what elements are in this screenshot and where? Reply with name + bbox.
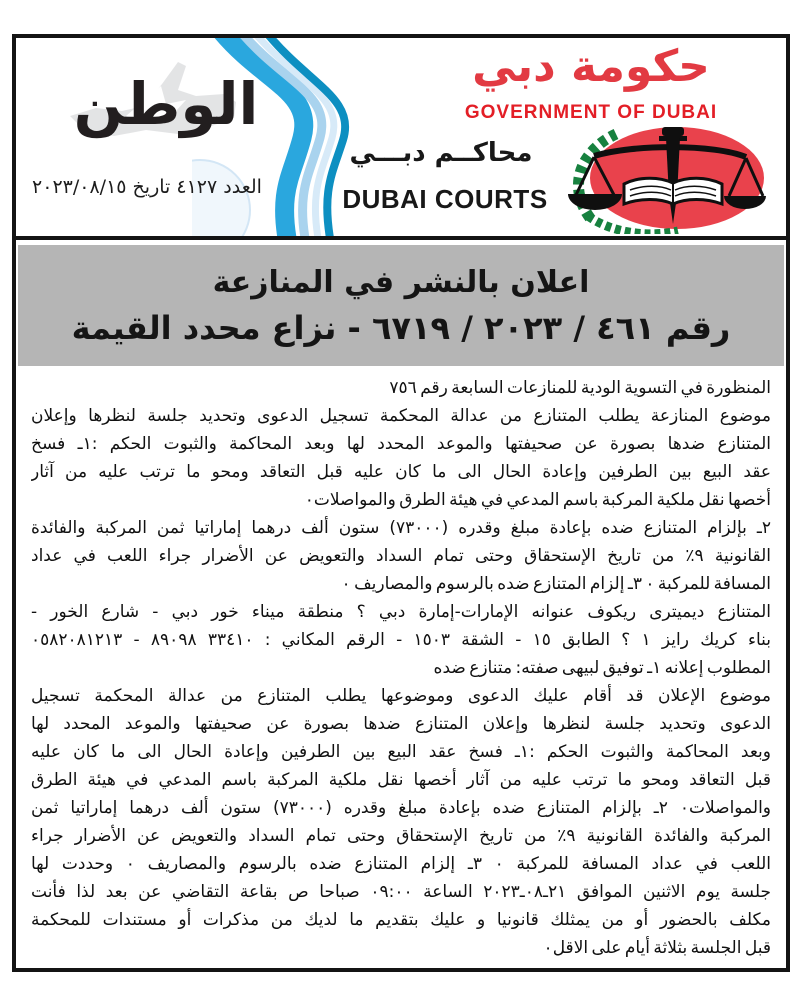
notice-title-line1: اعلان بالنشر في المنازعة xyxy=(212,264,590,300)
masthead xyxy=(16,38,786,240)
notice-body-line: عقد البيع بين الطرفين وإعادة الحال الى ما كان عليه قبل التعاقد ومحو ما ترتب عليه من آثار xyxy=(31,462,771,482)
issue-date-line: العدد ٤١٢٧ تاريخ ٢٠٢٣/٠٨/١٥ xyxy=(32,176,262,198)
notice-body-line: قبل التعاقد ومحو ما ترتب عليه من آثار أخصها نقل ملكية المركبة باسم المدعي في هيئة الطرق xyxy=(31,770,771,790)
notice-body-line: ٢ـ بإلزام المتنازع ضده بإعادة مبلغ وقدره (٧٣٠٠٠) ستون ألف درهما إماراتيا ثمن المركبة والفائدة xyxy=(31,518,771,538)
notice-body-line: جلسة يوم الاثنين الموافق ٢١ـ٠٨ـ٢٠٢٣ الساعة ٠٩:٠٠ صباحا ص بقاعة التقاضي عن بعد لذا فأنت xyxy=(31,882,771,902)
notice-body-line: مكلف بالحضور أو من يمثلك قانونيا و عليك بتقديم ما لديك من مذكرات أو مستندات للمحكمة xyxy=(31,910,771,930)
notice-body xyxy=(16,366,786,962)
dubai-courts-arabic: محاكــم دبـــي xyxy=(349,138,533,168)
notice-body-line: أخصها نقل ملكية المركبة باسم المدعي في هيئة الطرق والمواصلات٠ xyxy=(304,490,771,510)
dubai-courts-english: DUBAI COURTS xyxy=(342,184,548,214)
notice-title-line2: رقم ٤٦١ / ٢٠٢٣ / ٦٧١٩ - نزاع محدد القيمة xyxy=(71,308,731,347)
newspaper-name: الوطن xyxy=(73,70,259,138)
notice-title-bar xyxy=(18,245,784,366)
notice-body-line: وبعد المحاكمة والثبوت الحكم :١ـ فسخ عقد البيع بين الطرفين وإعادة الحال الى ما كان عليه xyxy=(31,742,771,762)
notice-body-line: والمواصلات٠ ٢ـ بإلزام المتنازع ضده بإعادة مبلغ وقدره (٧٣٠٠٠) ستون ألف درهما إماراتيا ثمن xyxy=(31,798,771,818)
government-of-dubai-arabic: حكومة دبي xyxy=(472,41,710,92)
notice-body-line: قبل الجلسة بثلاثة أيام على الاقل٠ xyxy=(543,938,771,958)
notice-body-line: المتنازع ديميترى ريكوف عنوانه الإمارات-إمارة دبي ؟ منطقة ميناء خور دبي - شارع الخور - xyxy=(31,602,771,622)
notice-body-line: المسافة للمركبة ٠ ٣ـ إلزام المتنازع ضده بالرسوم والمصاريف ٠ xyxy=(341,574,771,594)
government-of-dubai-english: GOVERNMENT OF DUBAI xyxy=(464,102,718,123)
notice-body-line: اللعب في عداد المسافة للمركبة ٠ ٣ـ إلزام المتنازع ضده بالرسوم والمصاريف ٠ وحددت لها xyxy=(31,854,771,874)
notice-body-line: المركبة والفائدة القانونية ٩٪ من تاريخ الإستحقاق وحتى تمام السداد والتعويض عن الأضرار جراء xyxy=(31,826,771,846)
notice-body-line: موضوع المنازعة يطلب المتنازع من عدالة المحكمة تسجيل الدعوى وتحديد جلسة لنظرها وإعلان xyxy=(31,406,771,426)
notice-body-line: بناء كريك رايز ١ ؟ الطابق ١٥ - الشقة ١٥٠٣ - الرقم المكاني : ٣٣٤١٠ ٨٩٠٩٨ - ٠٥٨٢٠٨١٢١٣ xyxy=(31,630,771,650)
notice-body-line: القانونية ٩٪ من تاريخ الإستحقاق وحتى تمام السداد والتعويض عن الأضرار جراء اللعب في عداد xyxy=(31,546,771,566)
notice-body-line: الدعوى وتحديد جلسة لنظرها وإعلان المتنازع ضدها بصورة عن صحيفتها والموعد المحدد لها xyxy=(31,714,771,734)
notice-frame xyxy=(12,34,790,972)
notice-body-line: المطلوب إعلانه ١ـ توفيق لبيهى صفته: متنازع ضده xyxy=(433,658,771,678)
notice-body-line: المنظورة في التسوية الودية للمنازعات السابعة رقم ٧٥٦ xyxy=(389,378,771,398)
notice-body-line: المتنازع ضدها بصورة عن صحيفتها والموعد المحدد لها وبعد المحاكمة والثبوت الحكم :١ـ فسخ xyxy=(31,434,771,454)
notice-body-line: موضوع الإعلان قد أقام عليك الدعوى وموضوعها يطلب المتنازع من عدالة المحكمة تسجيل xyxy=(31,686,771,706)
scales-of-justice-icon xyxy=(556,126,768,234)
